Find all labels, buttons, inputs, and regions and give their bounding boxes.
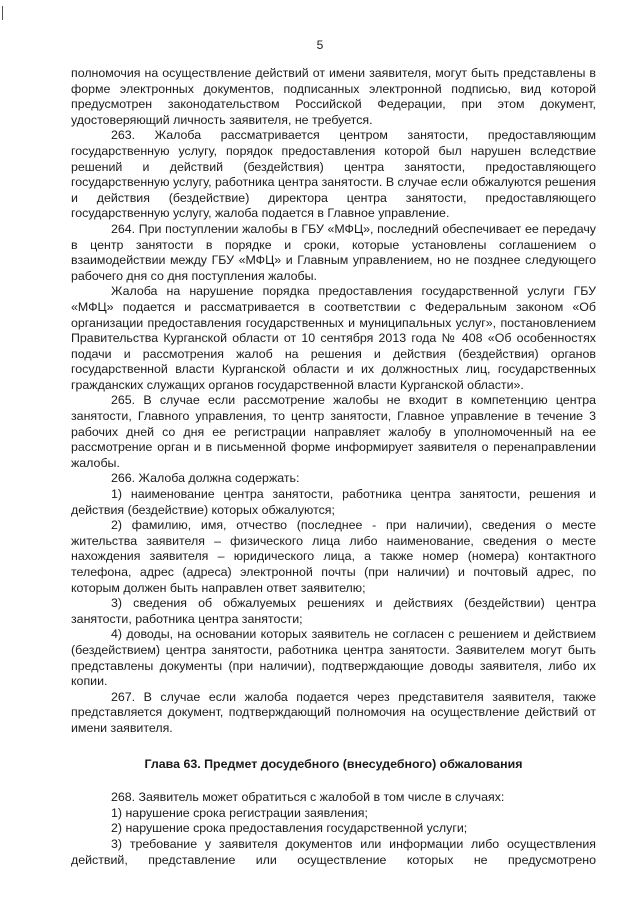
scan-edge-mark bbox=[2, 6, 3, 20]
paragraph: 1) наименование центра занятости, работника центра занятости, решения и действия (бездействие) которых обжалуются; bbox=[71, 487, 596, 517]
paragraphs-before-heading bbox=[71, 66, 596, 737]
paragraph: 264. При поступлении жалобы в ГБУ «МФЦ», последний обеспечивает ее передачу в центр занятости в порядке и сроки, которые установлены соглашением о взаимодействии между ГБУ «МФЦ» и Главным управлением, но не позднее следующего рабочего дня со дня поступления жалобы. bbox=[71, 221, 596, 283]
document-body bbox=[71, 66, 596, 868]
paragraph: 4) доводы, на основании которых заявитель не согласен с решением и действием (бездействием) центра занятости, работника центра занятости. Заявителем могут быть представлены документы (при наличии), подтверждающие доводы заявителя, либо их копии. bbox=[71, 627, 596, 689]
paragraph: 268. Заявитель может обратиться с жалобой в том числе в случаях: bbox=[111, 790, 505, 805]
paragraph: 3) сведения об обжалуемых решениях и действиях (бездействии) центра занятости, работника центра занятости; bbox=[71, 596, 596, 626]
chapter-heading: Глава 63. Предмет досудебного (внесудебного) обжалования bbox=[144, 756, 523, 771]
paragraph: 267. В случае если жалоба подается через представителя заявителя, также представляется документ, подтверждающий полномочия на осуществление действий от имени заявителя. bbox=[71, 689, 596, 735]
paragraph: 265. В случае если рассмотрение жалобы не входит в компетенцию центра занятости, Главного управления, то центр занятости, Главное управление в течение 3 рабочих дней со дня ее регистрации направляет жалобу в уполномоченный на ее рассмотрение орган и в письменной форме информирует заявителя о перенаправлении жалобы. bbox=[71, 393, 596, 470]
page-number: 5 bbox=[316, 38, 324, 52]
paragraph: 3) требование у заявителя документов или информации либо осуществления действий, представление или осуществление которых не предусмотрено bbox=[71, 836, 596, 867]
paragraph: 1) нарушение срока регистрации заявления; bbox=[111, 805, 368, 820]
paragraph: Жалоба на нарушение порядка предоставления государственной услуги ГБУ «МФЦ» подается и рассматривается в соответствии с Федеральным законом «Об организации предоставления государственных и муниципальных услуг», постановлением Правительства Курганской области от 10 сентября 2013 года № 408 «Об особенностях подачи и рассмотрения жалоб на решения и действия (бездействия) органов государственной власти Курганской области и их должностных лиц, государственных гражданских служащих органов государственной власти Курганской области». bbox=[71, 284, 596, 392]
paragraph: 2) нарушение срока предоставления государственной услуги; bbox=[111, 821, 468, 836]
paragraph: 266. Жалоба должна содержать: bbox=[111, 471, 300, 486]
paragraph: 263. Жалоба рассматривается центром занятости, предоставляющим государственную услугу, порядок предоставления которой был нарушен вследствие решений и действий (бездействия) центра занятости, предоставляющего государственную услугу, работника центра занятости. В случае если обжалуются решения и действия (бездействие) директора центра занятости, предоставляющего государственную услугу, жалоба подается в Главное управление. bbox=[71, 128, 596, 221]
paragraph: полномочия на осуществление действий от имени заявителя, могут быть представлены в форме электронных документов, подписанных электронной подписью, вид которой предусмотрен законодательством Российской Федерации, при этом документ, удостоверяющий личность заявителя, не требуется. bbox=[71, 66, 596, 127]
paragraphs-after-heading bbox=[71, 790, 596, 868]
paragraph: 2) фамилию, имя, отчество (последнее - при наличии), сведения о месте жительства заявителя – физического лица либо наименование, сведения о месте нахождения заявителя – юридического лица, а также номер (номера) контактного телефона, адрес (адреса) электронной почты (при наличии) и почтовый адрес, по которым должен быть направлен ответ заявителю; bbox=[71, 518, 596, 595]
